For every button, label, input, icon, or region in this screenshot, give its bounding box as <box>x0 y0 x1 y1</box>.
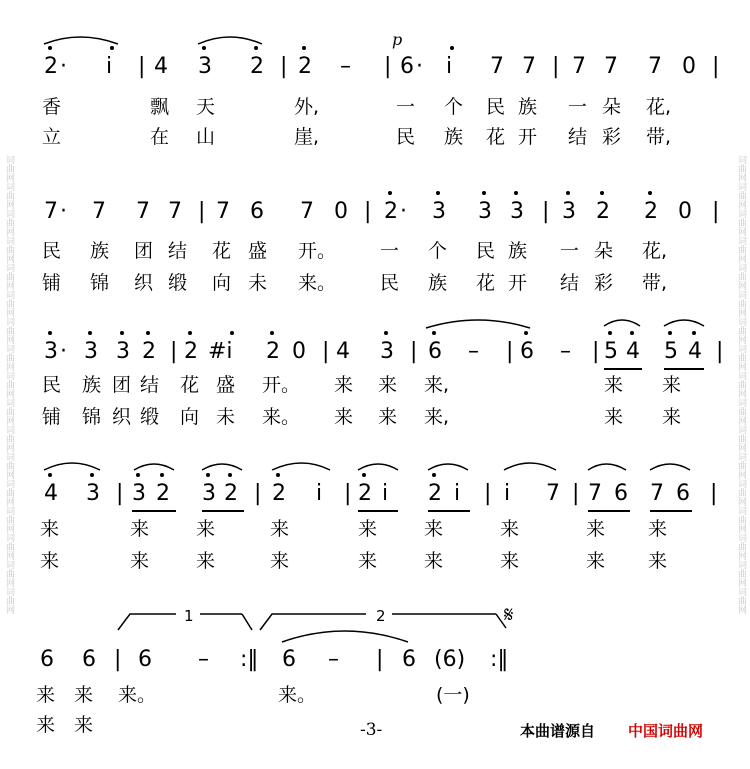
lyric: 来 <box>648 550 668 572</box>
lyric: 缎 <box>168 272 188 294</box>
note: 2 <box>184 339 198 364</box>
lyric: 来 <box>270 518 290 540</box>
lyric: 来 <box>74 714 94 736</box>
barline: | <box>364 199 372 224</box>
note: 0 <box>334 199 348 224</box>
lyric: 来 <box>500 550 520 572</box>
barline: | <box>116 481 124 506</box>
lyric: 铺 <box>42 272 62 294</box>
barline: | <box>552 54 560 79</box>
note: 4 <box>688 339 702 364</box>
octave-dot <box>450 46 454 50</box>
lyric: 织 <box>134 272 154 294</box>
octave-dot <box>302 46 306 50</box>
dot-augmentation: · <box>60 54 67 79</box>
lyric: 族 <box>428 272 448 294</box>
note: 6 <box>676 481 690 506</box>
lyric: 族 <box>518 96 538 118</box>
octave-dot <box>228 473 232 477</box>
lyric: 来 <box>604 374 624 396</box>
octave-dot <box>436 191 440 195</box>
octave-dot <box>388 191 392 195</box>
segno-sign: 𝄋 <box>504 603 514 628</box>
lyric: 来 <box>358 550 378 572</box>
note-sharp: #i <box>208 339 233 364</box>
lyric: 民 <box>476 240 496 262</box>
lyric: 结 <box>560 272 580 294</box>
lyric: 来。 <box>298 272 337 294</box>
lyric: 花, <box>642 240 668 262</box>
note: 0 <box>678 199 692 224</box>
octave-dot <box>432 331 436 335</box>
octave-dot <box>202 46 206 50</box>
octave-dot <box>110 46 114 50</box>
lyric: 带, <box>642 272 668 294</box>
note: 2 <box>44 54 58 79</box>
volta-2-number: 2 <box>376 607 386 625</box>
lyric: 来 <box>424 550 444 572</box>
volta-1-bracket <box>242 614 252 630</box>
slur <box>358 464 398 470</box>
lyric: 飘 <box>150 96 170 118</box>
slur <box>504 463 556 470</box>
octave-dot <box>88 331 92 335</box>
lyric: 开。 <box>298 240 337 262</box>
lyric: 开 <box>518 126 538 148</box>
lyric: 花 <box>486 126 506 148</box>
barline: | <box>592 339 600 364</box>
lyric: 铺 <box>42 406 62 428</box>
octave-dot <box>600 191 604 195</box>
note: 6 <box>520 339 534 364</box>
note: i <box>446 54 453 79</box>
lyric: 缎 <box>140 406 160 428</box>
lyric: 来 <box>358 518 378 540</box>
lyric: 来 <box>36 714 56 736</box>
octave-dot <box>648 191 652 195</box>
note: 7 <box>650 481 664 506</box>
barline: | <box>712 199 720 224</box>
lyric: 来 <box>604 406 624 428</box>
lyric: 开 <box>508 272 528 294</box>
barline: | <box>376 647 384 672</box>
note: 7 <box>216 199 230 224</box>
octave-dot <box>668 331 672 335</box>
barline: | <box>344 481 352 506</box>
note: 7 <box>522 54 536 79</box>
note: 7 <box>136 199 150 224</box>
barline: | <box>572 481 580 506</box>
octave-dot <box>48 46 52 50</box>
lyric: 外, <box>294 96 320 118</box>
lyric: 天 <box>196 96 216 118</box>
barline: | <box>712 54 720 79</box>
note: 5 <box>664 339 678 364</box>
lyric: 在 <box>150 126 170 148</box>
dash: – <box>340 54 351 79</box>
note: 6 <box>250 199 264 224</box>
lyric: 个 <box>428 240 448 262</box>
lyric: 未 <box>216 406 236 428</box>
underlines <box>132 369 704 511</box>
lyric: 来, <box>424 406 450 428</box>
lyric: 彩 <box>602 126 622 148</box>
note: 7 <box>44 199 58 224</box>
lyric: 个 <box>444 96 464 118</box>
lyric: 民 <box>42 240 62 262</box>
dot-augmentation: · <box>400 199 407 224</box>
lyric: 来 <box>130 518 150 540</box>
note: 7 <box>490 54 504 79</box>
note: 6 <box>138 647 152 672</box>
lyric: 来 <box>378 374 398 396</box>
watermark-right: 词曲网词曲网词曲网词曲网词曲网词曲网词曲网词曲网词曲网词曲网词曲网词曲网词曲网词曲网词曲网词曲网词曲网 <box>736 155 746 614</box>
source-site-link[interactable]: 中国词曲网 <box>628 722 704 740</box>
lyric: 结 <box>168 240 188 262</box>
note: i <box>382 481 389 506</box>
note: 2 <box>156 481 170 506</box>
octave-dot <box>608 331 612 335</box>
lyric: 民 <box>486 96 506 118</box>
octave-dot <box>514 191 518 195</box>
note: 6 <box>428 339 442 364</box>
note: 3 <box>132 481 146 506</box>
lyric: 立 <box>42 126 62 148</box>
note: 4 <box>154 54 168 79</box>
lyric: 来 <box>500 518 520 540</box>
lyric: 来 <box>662 406 682 428</box>
lyric: 来 <box>130 550 150 572</box>
note: 3 <box>562 199 576 224</box>
lyric: 花 <box>180 374 200 396</box>
slur <box>604 320 640 326</box>
note: 3 <box>202 481 216 506</box>
slur <box>202 464 242 470</box>
note: 3 <box>86 481 100 506</box>
note: 7 <box>572 54 586 79</box>
lyric: 团 <box>134 240 154 262</box>
octave-dot <box>206 473 210 477</box>
octave-dot <box>146 331 150 335</box>
note: 2 <box>384 199 398 224</box>
lyric: 一 <box>396 96 416 118</box>
lyric: 来 <box>662 374 682 396</box>
slur <box>588 464 626 470</box>
lyric: 崖, <box>294 126 320 148</box>
volta-1-number: 1 <box>184 607 194 625</box>
note: 6 <box>282 647 296 672</box>
lyric: 来。 <box>262 406 301 428</box>
barline: | <box>280 54 288 79</box>
note: 4 <box>44 481 58 506</box>
slur <box>428 464 468 470</box>
lyric: (一) <box>436 684 470 706</box>
note: 7 <box>648 54 662 79</box>
volta-2-bracket <box>260 614 366 630</box>
lyric: 一 <box>568 96 588 118</box>
lyric: 来。 <box>278 684 317 706</box>
octave-dot <box>482 191 486 195</box>
octave-dot <box>254 46 258 50</box>
lyric: 来 <box>196 518 216 540</box>
lyric: 结 <box>140 374 160 396</box>
octave-dots <box>48 46 696 477</box>
octave-dot <box>230 331 234 335</box>
slur <box>426 320 530 328</box>
repeat-end: :‖ <box>240 647 259 672</box>
barline: | <box>198 199 206 224</box>
lyric: 族 <box>444 126 464 148</box>
lyric: 族 <box>508 240 528 262</box>
lyric: 来, <box>424 374 450 396</box>
lyric: 一 <box>380 240 400 262</box>
slur <box>282 631 408 642</box>
lyric: 锦 <box>82 406 102 428</box>
lyric: 带, <box>646 126 672 148</box>
lyric: 来 <box>40 550 60 572</box>
slur <box>198 37 262 44</box>
note: 7 <box>300 199 314 224</box>
note: 2 <box>272 481 286 506</box>
barline: | <box>710 481 718 506</box>
note: 6 <box>614 481 628 506</box>
octave-dot <box>270 331 274 335</box>
slur <box>664 320 704 326</box>
lyric: 来 <box>334 374 354 396</box>
note: 2 <box>644 199 658 224</box>
lyric: 来 <box>334 406 354 428</box>
note: 0 <box>292 339 306 364</box>
lyric: 来 <box>378 406 398 428</box>
barline: | <box>506 339 514 364</box>
slur <box>44 37 118 44</box>
note: 3 <box>116 339 130 364</box>
lyric: 向 <box>180 406 200 428</box>
octave-dot <box>524 331 528 335</box>
lyric: 族 <box>82 374 102 396</box>
lyric: 开。 <box>262 374 301 396</box>
note: i <box>106 54 113 79</box>
octave-dot <box>566 191 570 195</box>
lyric: 来 <box>36 684 56 706</box>
lyric: 彩 <box>594 272 614 294</box>
note: 3 <box>510 199 524 224</box>
note: 6 <box>82 647 96 672</box>
dash: – <box>328 647 339 672</box>
lyric: 花, <box>646 96 672 118</box>
note: 3 <box>380 339 394 364</box>
octave-dot <box>48 331 52 335</box>
note: 3 <box>198 54 212 79</box>
octave-dot <box>384 331 388 335</box>
lyric: 团 <box>112 374 132 396</box>
note: 3 <box>44 339 58 364</box>
slur <box>134 464 174 470</box>
lyric: 向 <box>212 272 232 294</box>
octave-dot <box>362 473 366 477</box>
octave-dot <box>276 473 280 477</box>
lyric: 来 <box>196 550 216 572</box>
note: 2 <box>358 481 372 506</box>
lyric: 民 <box>396 126 416 148</box>
barline: | <box>254 481 262 506</box>
lyric: 盛 <box>248 240 268 262</box>
octave-dot <box>90 473 94 477</box>
note: i <box>504 481 511 506</box>
octave-dot <box>160 473 164 477</box>
note: 7 <box>92 199 106 224</box>
note: 7 <box>546 481 560 506</box>
octave-dot <box>432 473 436 477</box>
lyric: 民 <box>380 272 400 294</box>
lyric: 锦 <box>90 272 110 294</box>
lyric: 朵 <box>602 96 622 118</box>
octave-dot <box>48 473 52 477</box>
note: 3 <box>478 199 492 224</box>
note: 5 <box>604 339 618 364</box>
source-label: 本曲谱源自 <box>520 722 596 740</box>
dot-augmentation: · <box>60 199 67 224</box>
dot-augmentation: · <box>416 54 423 79</box>
lyric: 族 <box>90 240 110 262</box>
note: 6 <box>40 647 54 672</box>
dot-augmentation: · <box>60 339 67 364</box>
barline: | <box>114 647 122 672</box>
lyric: 来 <box>270 550 290 572</box>
lyric: 织 <box>112 406 132 428</box>
lyric: 朵 <box>594 240 614 262</box>
lyric: 花 <box>476 272 496 294</box>
note: 6 <box>402 647 416 672</box>
note: 0 <box>682 54 696 79</box>
note: 3 <box>432 199 446 224</box>
note: 7 <box>588 481 602 506</box>
watermark-left: 词曲网词曲网词曲网词曲网词曲网词曲网词曲网词曲网词曲网词曲网词曲网词曲网词曲网词曲网词曲网词曲网词曲网 <box>4 155 14 614</box>
note: 4 <box>336 339 350 364</box>
dash: – <box>560 339 571 364</box>
lyric: 未 <box>248 272 268 294</box>
note: 2 <box>224 481 238 506</box>
note: i <box>454 481 461 506</box>
note: 2 <box>250 54 264 79</box>
note: i <box>316 481 323 506</box>
lyric: 来。 <box>118 684 157 706</box>
slur <box>650 464 690 470</box>
note: 7 <box>604 54 618 79</box>
barline: | <box>716 339 724 364</box>
barline: | <box>138 54 146 79</box>
dash: – <box>198 647 209 672</box>
lyric: 民 <box>42 374 62 396</box>
barline: | <box>384 54 392 79</box>
barline: | <box>170 339 178 364</box>
octave-dot <box>136 473 140 477</box>
lyric: 来 <box>586 550 606 572</box>
barline: | <box>322 339 330 364</box>
slur <box>44 463 100 470</box>
barline: | <box>542 199 550 224</box>
note: 2 <box>428 481 442 506</box>
note: 3 <box>84 339 98 364</box>
note: 2 <box>596 199 610 224</box>
note: 7 <box>168 199 182 224</box>
lyric: 来 <box>586 518 606 540</box>
lyric: 来 <box>648 518 668 540</box>
barline: | <box>484 481 492 506</box>
octave-dot <box>120 331 124 335</box>
volta-2-bracket <box>496 614 506 628</box>
octave-dot <box>188 331 192 335</box>
repeat-end: :‖ <box>490 647 509 672</box>
dash: – <box>468 339 479 364</box>
octave-dot <box>630 331 634 335</box>
note: 6 <box>400 54 414 79</box>
note-parenthesized: (6) <box>434 647 466 672</box>
slur <box>272 463 330 470</box>
barline: | <box>410 339 418 364</box>
volta-brackets <box>118 614 506 630</box>
lyric: 香 <box>42 96 62 118</box>
lyric: 山 <box>196 126 216 148</box>
octave-dot <box>692 331 696 335</box>
note: 4 <box>626 339 640 364</box>
lyric: 花 <box>212 240 232 262</box>
lyric: 来 <box>424 518 444 540</box>
lyric: 来 <box>74 684 94 706</box>
dynamics-marking: p <box>392 30 403 49</box>
volta-1-bracket <box>118 614 176 630</box>
note: 2 <box>266 339 280 364</box>
lyric: 一 <box>560 240 580 262</box>
lyric: 盛 <box>216 374 236 396</box>
slurs <box>44 37 704 642</box>
lyric: 结 <box>568 126 588 148</box>
lyric: 来 <box>40 518 60 540</box>
note: 2 <box>142 339 156 364</box>
page-number: -3- <box>360 720 383 740</box>
note: 2 <box>298 54 312 79</box>
